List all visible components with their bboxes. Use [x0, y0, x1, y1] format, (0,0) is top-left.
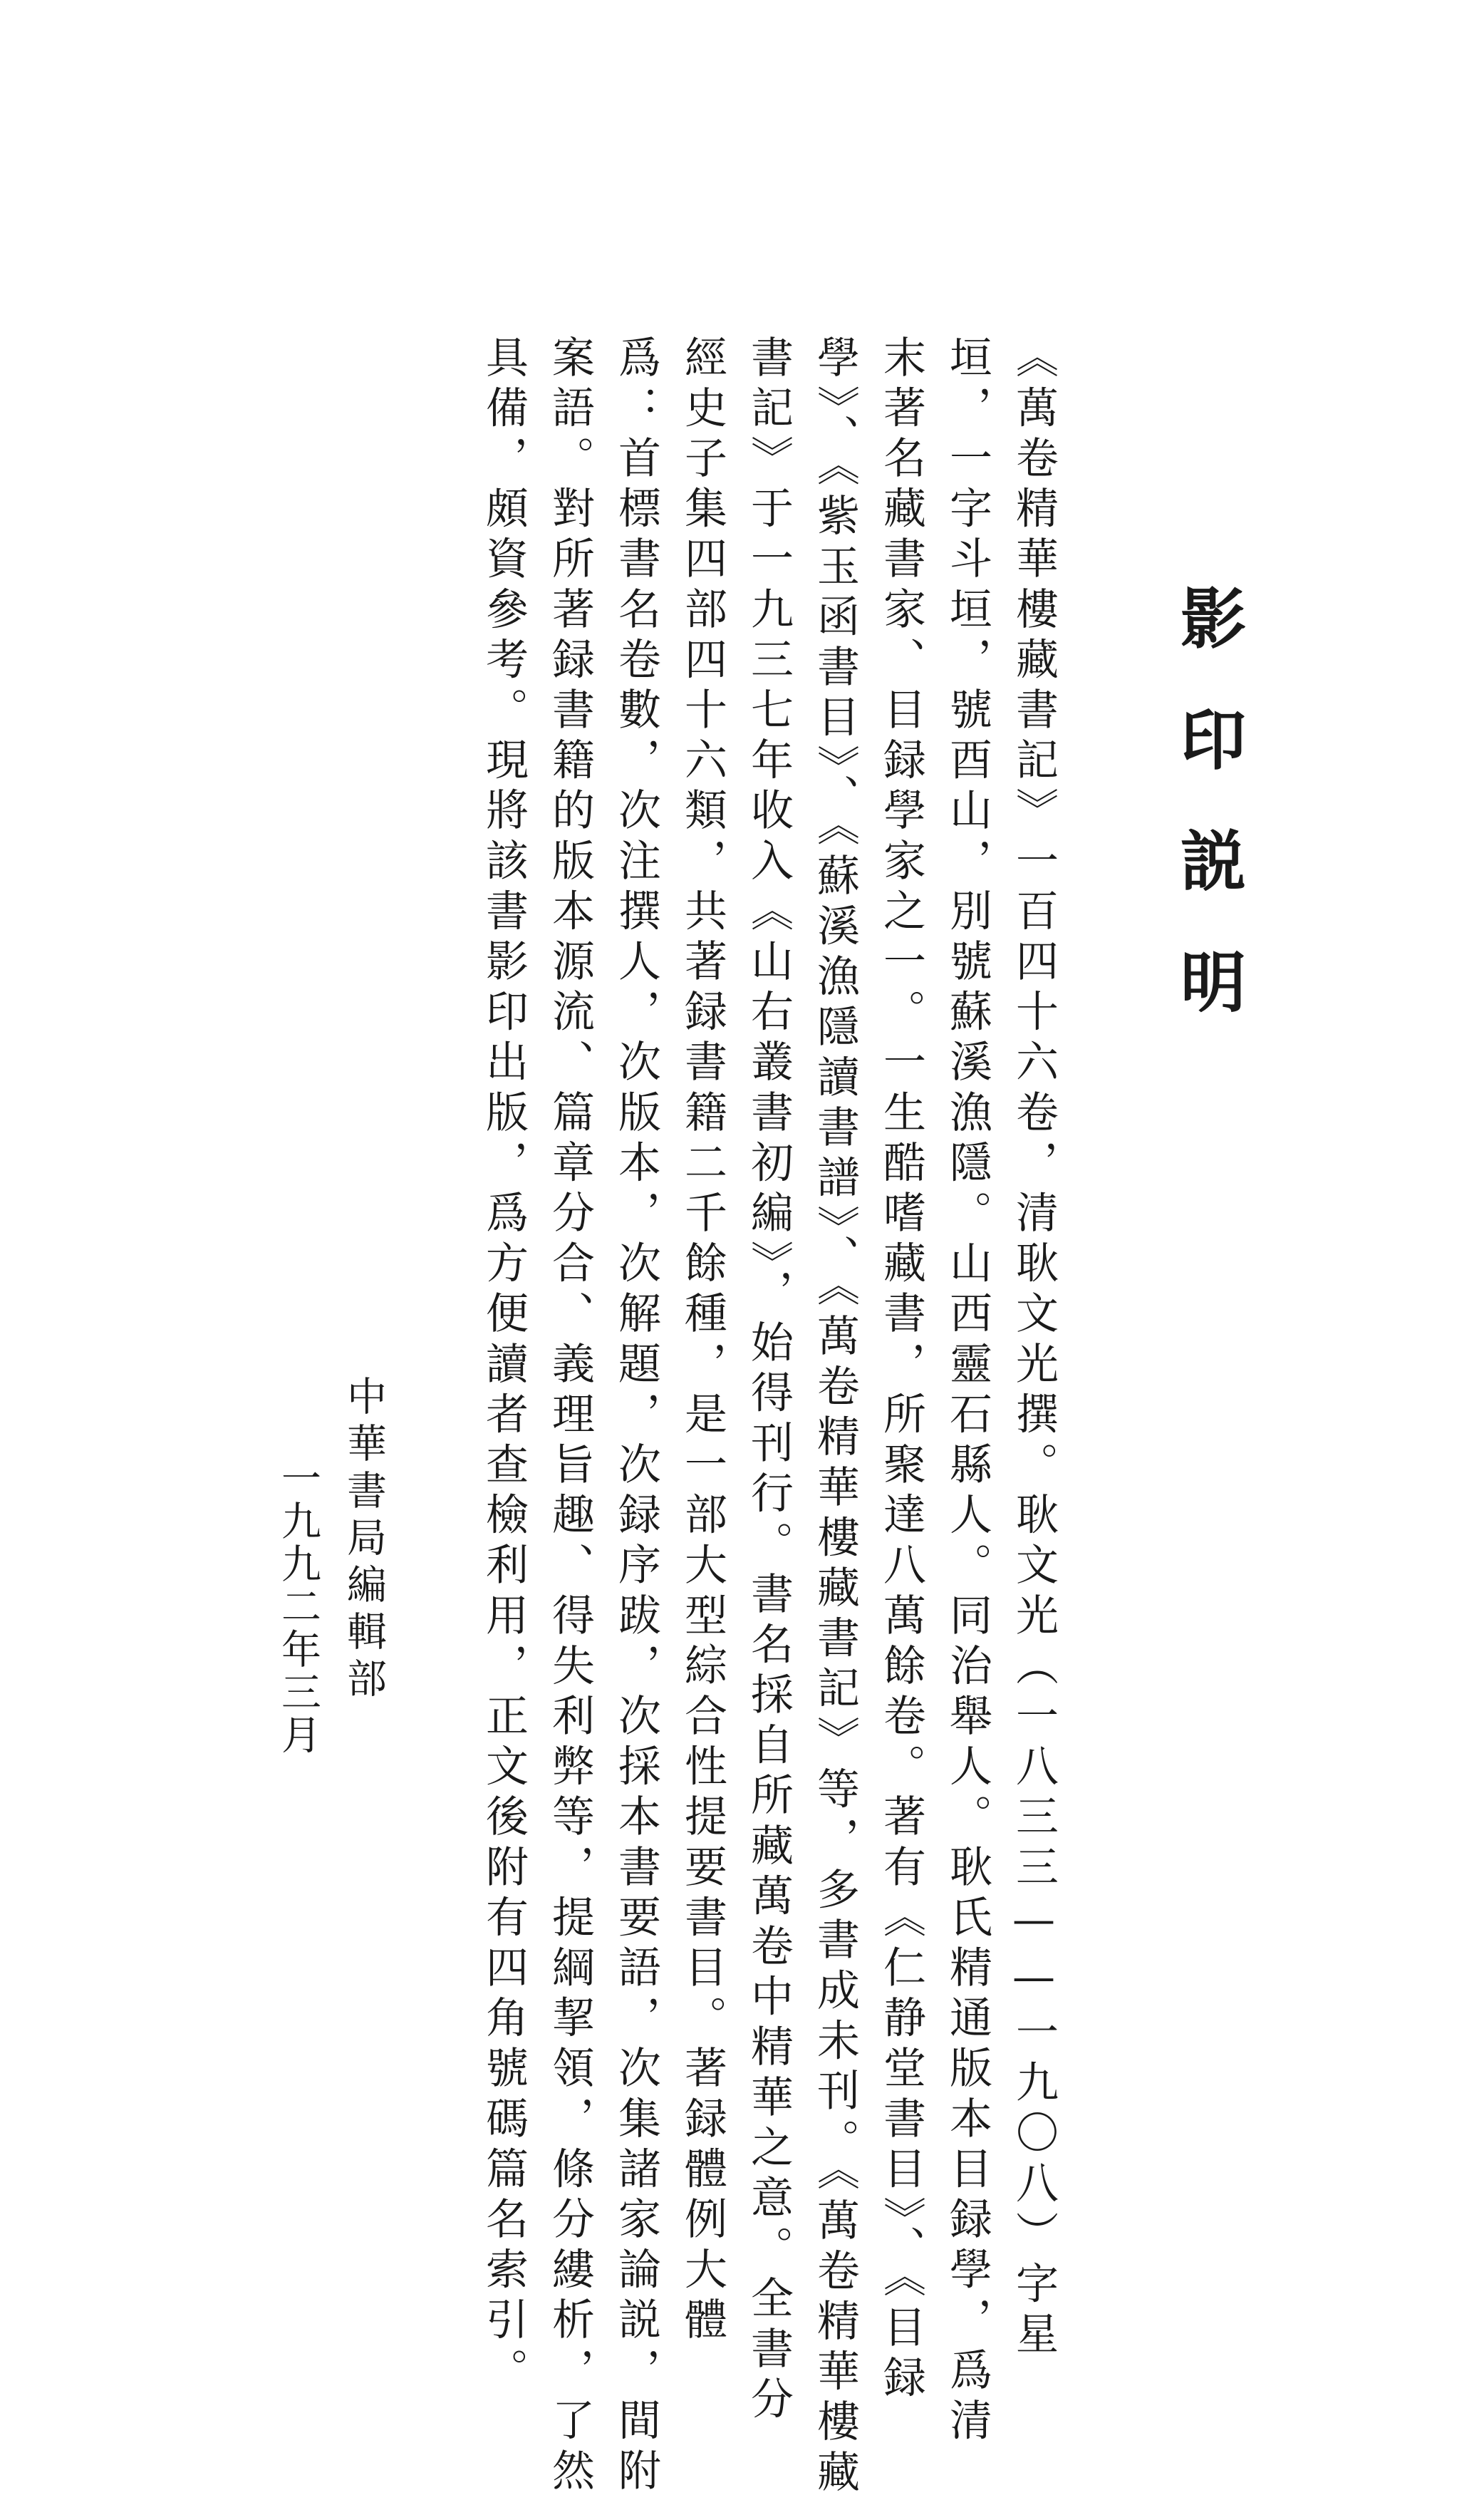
body-column-1: 《萬卷精華樓藏書記》一百四十六卷，清耿文光撰。耿文光（一八三三——一九〇八）字星	[1009, 335, 1059, 2362]
body-column-8: 案語。對所著録書籍的版本源流、篇章分合、義理旨趣、得失利弊等，提綱挈領，條分縷析，了然	[545, 335, 595, 2499]
body-column-4: 學》、《紫玉函書目》、《蘇溪漁隱讀書譜》、《萬卷精華樓藏書記》等，多書成未刊。《萬卷精華樓藏	[810, 335, 860, 2500]
body-column-6: 經史子集四部四十六類，共著録書籍二千餘種，是一部大型綜合性提要書目。著録體例大體	[678, 335, 727, 2347]
signature-publisher: 中華書局編輯部	[341, 1375, 387, 1705]
body-column-9: 具備，頗資參考。現將該書影印出版，爲方便讀者查檢利用，正文後附有四角號碼篇名索引。	[479, 335, 529, 2398]
signature-date: 一九九二年三月	[275, 1457, 321, 1757]
page-title: 影印説明	[1170, 584, 1247, 1069]
body-column-3: 末著名藏書家、目録學家之一。一生酷嗜藏書，所聚達八萬餘卷。著有《仁静堂書目》、《目録	[876, 335, 926, 2406]
body-column-2: 垣，一字斗垣，號酉山，別號蘇溪漁隱。山西靈石縣人。同治舉人。耿氏精通版本目録學，爲清	[943, 335, 992, 2449]
body-column-7: 爲：首標書名卷數，次注撰人，次版本，次解題，次録序跋，次採本書要語，次集諸家論説，間附	[611, 335, 661, 2499]
body-column-5: 書記》于一九三七年收入《山右叢書初編》，始得刊行。書名採自所藏萬卷中精華之意。全書分	[744, 335, 794, 2427]
